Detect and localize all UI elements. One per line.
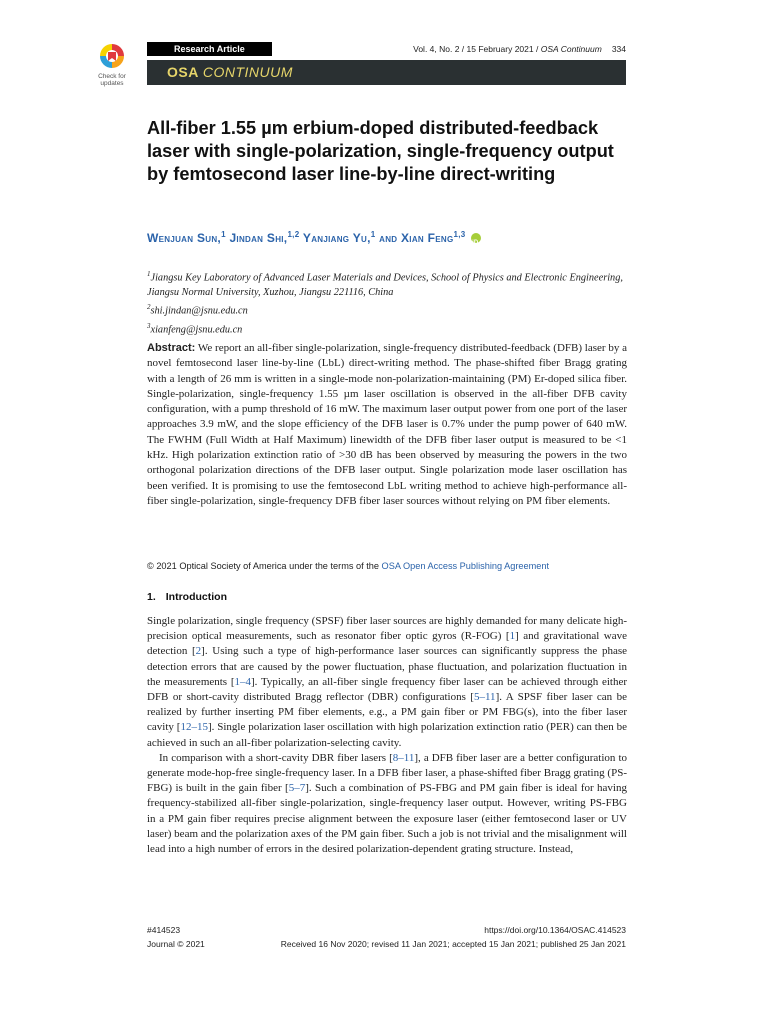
article-type-tag: Research Article xyxy=(147,42,272,56)
citation-link[interactable]: 5–7 xyxy=(288,782,306,795)
paragraph xyxy=(147,751,627,857)
page-number: 334 xyxy=(611,44,626,54)
publication-dates: Received 16 Nov 2020; revised 11 Jan 2021; accepted 15 Jan 2021; published 25 Jan 2021 xyxy=(280,939,626,949)
corresponding-email[interactable]: $^2$shi.jindan@jsnu.edu.cn xyxy=(147,303,248,317)
author-name[interactable]: Jindan Shi, xyxy=(229,231,288,245)
body-text-segment: ]. A SPSF fiber laser can be realized by further inserting PM fiber elements, e.g., a PM gain fiber or PM FBG(s), into the fiber laser cavity [ xyxy=(147,691,627,734)
body-text-segment: ]. Typically, an all-fiber single frequency fiber laser can be achieved through either DFB or short-cavity distributed Bragg reflector (DBR) configurations [ xyxy=(147,675,627,704)
author-affiliation-ref: 1,3 xyxy=(453,230,466,239)
body-text-segment: ]. Single polarization laser oscillation with high polarization extinction ratio (PER) can then be achieved in such an all-fiber polarization-selecting cavity. xyxy=(147,721,628,749)
check-for-updates-icon xyxy=(98,42,126,72)
citation-link[interactable]: 12–15 xyxy=(180,721,208,734)
author-name[interactable]: and Xian Feng xyxy=(379,231,454,245)
section-heading xyxy=(147,591,227,603)
journal-header xyxy=(147,42,626,56)
body-text-segment: ], a DFB fiber laser are a better configuration to generate mode-hop-free single-frequency laser. In a DFB fiber laser, a phase-shifted fiber Bragg grating (PS-FBG) is built in the gain fiber [ xyxy=(147,751,628,795)
affiliations xyxy=(147,267,627,337)
citation-link[interactable]: 8–11 xyxy=(392,751,415,764)
check-for-updates-badge[interactable] xyxy=(90,42,134,87)
author-list xyxy=(147,226,617,247)
body-text-segment: ]. Such a combination of PS-FBG and PM gain fiber is ideal for having frequency-stabilized all-fiber single-polarization, single-frequency laser output. However, writing PS-FBG in a PM gain fiber requires precise alignment between the exposure laser (either femtosecond laser or UV laser) beam and the polarization axes of the PM gain fiber. Such a job is not trivial and the misalignment will lead into a high number of errors in the desired polarization-dependent grating structure. Instead, xyxy=(147,782,627,856)
abstract-text: We report an all-fiber single-polarization, single-frequency distributed-feedback (DFB) laser by a novel femtosecond laser line-by-line (LbL) direct-writing method. The phase-shifted fiber Bragg grating with a length of 26 mm is written in a single-mode non-polarization-maintaining (PM) Er-doped silica fiber. Single-polarization, single-frequency 1.55 µm laser oscillation is observed in the all-fiber DFB cavity configuration, with a pump threshold of 16 mW. The maximum laser output power from one port of the laser approaches 3.9 mW, and the slope efficiency of the DFB laser is 0.7% under the pump power of 640 mW. The FWHM (Full Width at Half Maximum) linewidth of the DFB fiber laser output is measured to be <1 kHz. High polarization extinction ratio of >30 dB has been observed by measuring the powers in the two orthogonal polarization directions of the DFB laser output. Single polarization mode laser oscillation has been verified. It is promising to use the femtosecond LbL writing method to achieve high-performance all-fiber single-polarization, single-frequency DFB fiber laser sources without relying on PM fiber elements. xyxy=(147,342,627,507)
author-affiliation-ref: 1,2 xyxy=(287,230,300,239)
body-text-segment: Single polarization, single frequency (SPSF) fiber laser sources are highly demanded for many delicate high-precision optical measurements, such as resonator fiber optic gyros (R-FOG) [ xyxy=(147,615,627,643)
citation-link[interactable]: 5–11 xyxy=(473,691,496,704)
author-name[interactable]: Yanjiang Yu, xyxy=(302,231,371,245)
body-text-segment: In comparison with a short-cavity DBR fiber lasers [ xyxy=(159,751,393,764)
article-title: All-fiber 1.55 µm erbium-doped distributed-feedback laser with single-polarization, single-frequency output by femtosecond laser line-by-line direct-writing xyxy=(147,118,614,184)
journal-logo[interactable]: OSA CONTINUUM xyxy=(167,64,293,80)
orcid-icon[interactable] xyxy=(471,233,481,243)
doi-link[interactable]: https://doi.org/10.1364/OSAC.414523 xyxy=(484,925,626,935)
body-text-segment: ] and gravitational wave detection [ xyxy=(147,630,627,658)
paragraph xyxy=(147,614,627,751)
check-for-updates-label: Check for updates xyxy=(98,73,126,87)
author-affiliation-ref: 1 xyxy=(370,230,376,239)
citation-link[interactable]: 2 xyxy=(195,645,202,658)
affiliation-entry: $^1$Jiangsu Key Laboratory of Advanced Laser Materials and Devices, School of Physics and Electronic Engineering, Jiangsu Normal University, Xuzhou, Jiangsu 221116, China xyxy=(147,270,623,299)
footer-row xyxy=(147,939,626,949)
journal-banner xyxy=(147,60,626,85)
author-affiliation-ref: 1 xyxy=(221,230,226,239)
publishing-agreement-link[interactable]: OSA Open Access Publishing Agreement xyxy=(381,561,550,571)
copyright-notice xyxy=(147,561,627,571)
footer-row xyxy=(147,925,626,935)
article-id: #414523 xyxy=(147,925,181,935)
volume-info: Vol. 4, No. 2 / 15 February 2021 / xyxy=(413,44,541,54)
author-name[interactable]: Wenjuan Sun, xyxy=(147,231,222,245)
citation-info xyxy=(413,44,626,54)
body-text xyxy=(147,614,627,857)
citation-link[interactable]: 1 xyxy=(509,630,516,643)
journal-copyright: Journal © 2021 xyxy=(147,939,205,949)
section-title: Introduction xyxy=(165,591,228,603)
section-number: 1. xyxy=(147,591,156,603)
abstract xyxy=(147,341,627,509)
copyright-text: © 2021 Optical Society of America under the terms of the xyxy=(147,561,382,571)
journal-name: OSA Continuum xyxy=(540,44,602,54)
citation-link[interactable]: 1–4 xyxy=(234,675,251,688)
corresponding-email[interactable]: $^3$xianfeng@jsnu.edu.cn xyxy=(147,321,243,336)
body-text-segment: ]. Using such a type of high-performance laser sources can significantly suppress the phase detection errors that are caused by the power fluctuation, phase fluctuation, and polarization fluctuation in the measurements [ xyxy=(147,645,628,688)
abstract-label: Abstract: xyxy=(147,342,196,354)
